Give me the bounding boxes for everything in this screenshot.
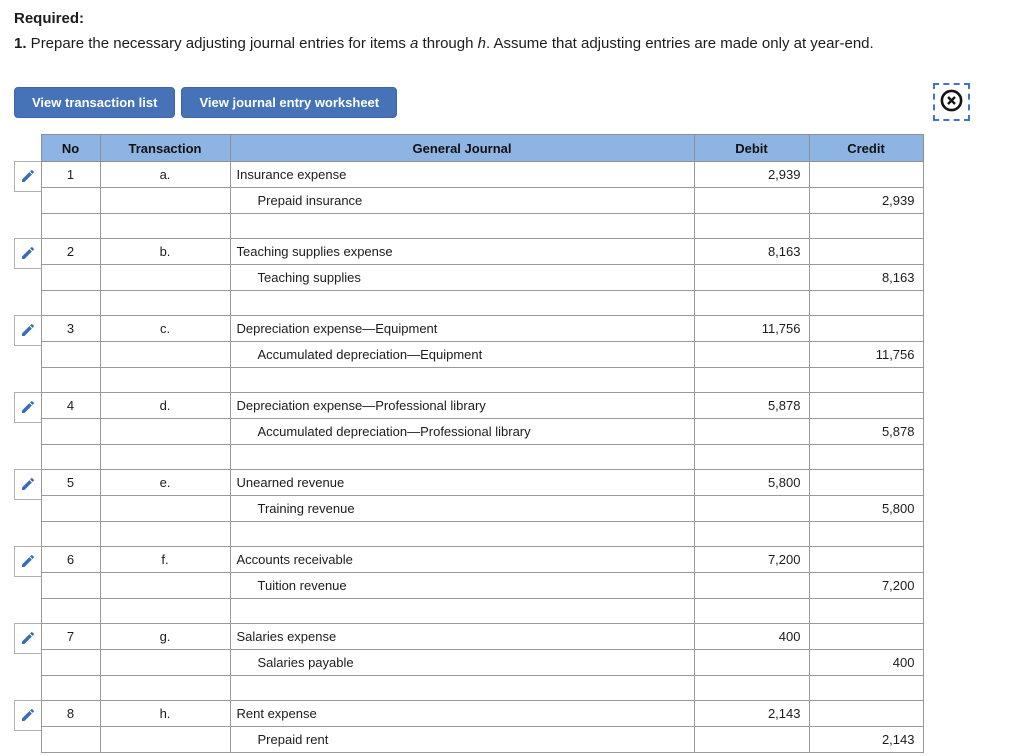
- debit-amount-cell: 2,939: [694, 162, 809, 188]
- entry-transaction: c.: [100, 316, 230, 342]
- credit-amount-cell-empty: [809, 162, 923, 188]
- journal-entry: [14, 470, 923, 547]
- credit-amount-cell-empty: [809, 316, 923, 342]
- debit-row: [14, 316, 923, 342]
- spacer-row: [14, 445, 923, 470]
- debit-row: [14, 701, 923, 727]
- credit-row: [14, 727, 923, 753]
- journal-entry: [14, 624, 923, 701]
- spacer-row: [14, 368, 923, 393]
- debit-amount-cell-empty: [694, 265, 809, 291]
- circled-x-icon: [938, 101, 965, 118]
- pencil-icon: [20, 630, 36, 646]
- pencil-icon: [20, 553, 36, 569]
- credit-amount-cell: 5,800: [809, 496, 923, 522]
- instruction-text: 1. Prepare the necessary adjusting journal entries for items a through h. Assume that adjusting entries are made only at year-end.: [14, 35, 874, 52]
- entry-no: 6: [41, 547, 100, 573]
- required-heading: Required:: [14, 10, 85, 27]
- debit-amount-cell: 400: [694, 624, 809, 650]
- debit-row: [14, 162, 923, 188]
- credit-row: [14, 573, 923, 599]
- pencil-icon: [20, 707, 36, 723]
- credit-amount-cell: 2,939: [809, 188, 923, 214]
- debit-account-cell: Insurance expense: [230, 162, 694, 188]
- credit-account-cell: Prepaid insurance: [230, 188, 694, 214]
- entry-no: 3: [41, 316, 100, 342]
- credit-amount-cell: 400: [809, 650, 923, 676]
- debit-amount-cell: 11,756: [694, 316, 809, 342]
- toolbar: [14, 87, 1010, 121]
- credit-row: [14, 188, 923, 214]
- debit-amount-cell-empty: [694, 419, 809, 445]
- credit-amount-cell-empty: [809, 393, 923, 419]
- pencil-icon: [20, 168, 36, 184]
- col-header-no: No: [41, 135, 100, 162]
- debit-amount-cell-empty: [694, 342, 809, 368]
- debit-row: [14, 547, 923, 573]
- credit-amount-cell: 7,200: [809, 573, 923, 599]
- view-transaction-list-button[interactable]: View transaction list: [14, 87, 175, 118]
- debit-row: [14, 239, 923, 265]
- credit-account-cell: Prepaid rent: [230, 727, 694, 753]
- pencil-icon: [20, 245, 36, 261]
- credit-amount-cell: 2,143: [809, 727, 923, 753]
- debit-amount-cell-empty: [694, 496, 809, 522]
- pencil-icon: [20, 322, 36, 338]
- entry-transaction: b.: [100, 239, 230, 265]
- journal-entry: [14, 547, 923, 624]
- debit-row: [14, 470, 923, 496]
- entry-no: 5: [41, 470, 100, 496]
- debit-amount-cell-empty: [694, 188, 809, 214]
- credit-account-cell: Tuition revenue: [230, 573, 694, 599]
- entry-transaction: e.: [100, 470, 230, 496]
- debit-account-cell: Rent expense: [230, 701, 694, 727]
- debit-account-cell: Accounts receivable: [230, 547, 694, 573]
- close-button[interactable]: [933, 83, 970, 121]
- debit-account-cell: Depreciation expense—Equipment: [230, 316, 694, 342]
- col-header-general-journal: General Journal: [230, 135, 694, 162]
- col-header-credit: Credit: [809, 135, 923, 162]
- entry-transaction: f.: [100, 547, 230, 573]
- credit-account-cell: Salaries payable: [230, 650, 694, 676]
- credit-amount-cell-empty: [809, 624, 923, 650]
- instruction-number: 1.: [14, 35, 27, 52]
- credit-amount-cell: 11,756: [809, 342, 923, 368]
- credit-account-cell: Accumulated depreciation—Equipment: [230, 342, 694, 368]
- spacer-row: [14, 522, 923, 547]
- debit-row: [14, 393, 923, 419]
- credit-amount-cell: 5,878: [809, 419, 923, 445]
- entry-transaction: h.: [100, 701, 230, 727]
- entry-no: 8: [41, 701, 100, 727]
- journal-table-header-row: [14, 135, 923, 162]
- credit-account-cell: Accumulated depreciation—Professional library: [230, 419, 694, 445]
- entry-transaction: d.: [100, 393, 230, 419]
- spacer-row: [14, 291, 923, 316]
- credit-amount-cell: 8,163: [809, 265, 923, 291]
- spacer-row: [14, 599, 923, 624]
- entry-no: 2: [41, 239, 100, 265]
- spacer-row: [14, 676, 923, 701]
- journal-entry: [14, 239, 923, 316]
- debit-amount-cell: 5,800: [694, 470, 809, 496]
- entry-transaction: g.: [100, 624, 230, 650]
- pencil-icon: [20, 476, 36, 492]
- debit-row: [14, 624, 923, 650]
- credit-row: [14, 496, 923, 522]
- journal-entry: [14, 316, 923, 393]
- col-header-debit: Debit: [694, 135, 809, 162]
- credit-row: [14, 265, 923, 291]
- col-header-transaction: Transaction: [100, 135, 230, 162]
- credit-amount-cell-empty: [809, 470, 923, 496]
- pencil-icon: [20, 399, 36, 415]
- debit-amount-cell: 5,878: [694, 393, 809, 419]
- debit-account-cell: Depreciation expense—Professional library: [230, 393, 694, 419]
- credit-amount-cell-empty: [809, 701, 923, 727]
- debit-amount-cell-empty: [694, 573, 809, 599]
- entry-no: 4: [41, 393, 100, 419]
- spacer-row: [14, 214, 923, 239]
- debit-amount-cell-empty: [694, 650, 809, 676]
- credit-amount-cell-empty: [809, 547, 923, 573]
- gutter-header-cell: [14, 135, 41, 162]
- debit-amount-cell: 8,163: [694, 239, 809, 265]
- view-journal-entry-worksheet-button[interactable]: View journal entry worksheet: [181, 87, 397, 118]
- credit-row: [14, 419, 923, 445]
- credit-amount-cell-empty: [809, 239, 923, 265]
- journal-entry: [14, 162, 923, 239]
- debit-account-cell: Salaries expense: [230, 624, 694, 650]
- journal-entry: [14, 701, 923, 753]
- credit-row: [14, 342, 923, 368]
- credit-row: [14, 650, 923, 676]
- debit-amount-cell: 2,143: [694, 701, 809, 727]
- entry-transaction: a.: [100, 162, 230, 188]
- entry-no: 7: [41, 624, 100, 650]
- journal-entry: [14, 393, 923, 470]
- debit-account-cell: Unearned revenue: [230, 470, 694, 496]
- debit-amount-cell-empty: [694, 727, 809, 753]
- journal-table: [14, 134, 924, 753]
- credit-account-cell: Teaching supplies: [230, 265, 694, 291]
- debit-account-cell: Teaching supplies expense: [230, 239, 694, 265]
- credit-account-cell: Training revenue: [230, 496, 694, 522]
- entry-no: 1: [41, 162, 100, 188]
- debit-amount-cell: 7,200: [694, 547, 809, 573]
